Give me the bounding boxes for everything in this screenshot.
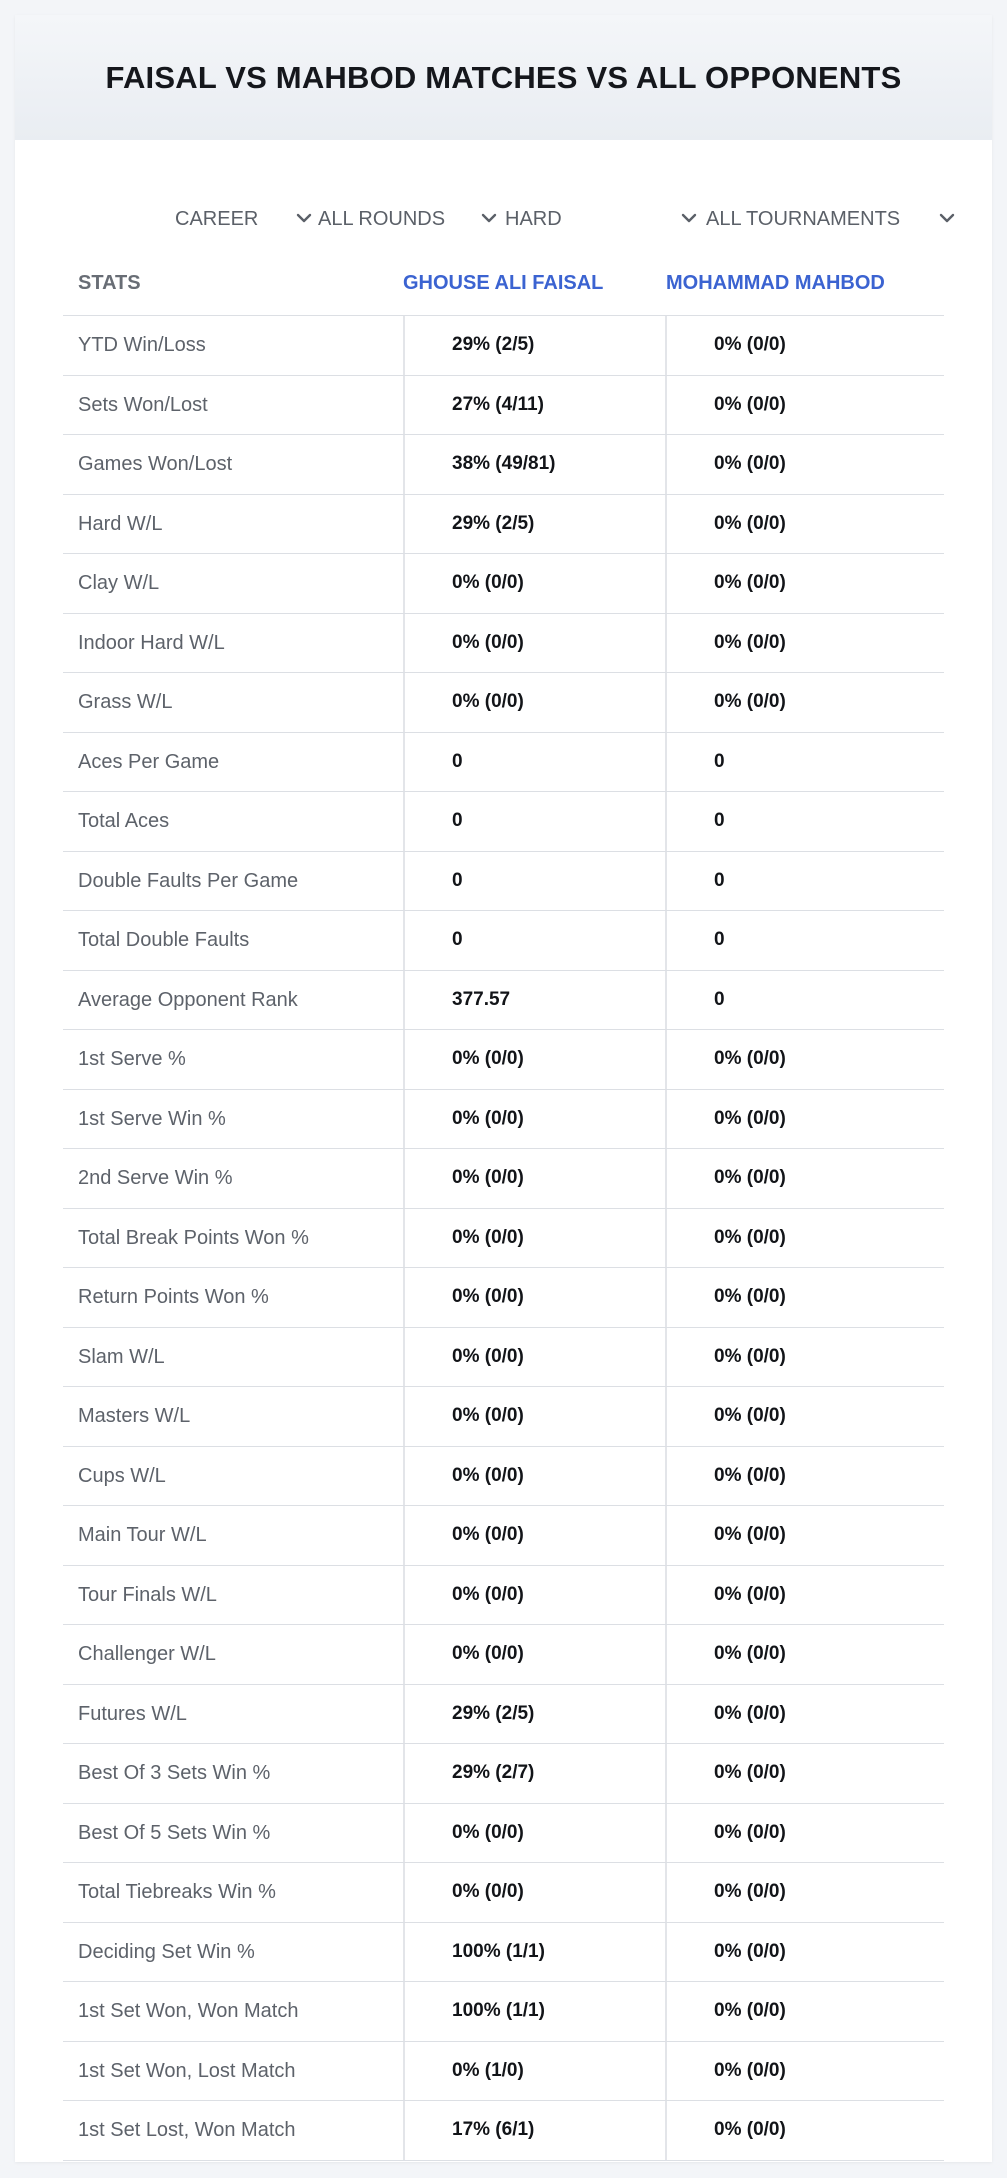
column-divider <box>403 1744 405 1803</box>
table-row <box>63 1030 944 1090</box>
column-divider <box>403 1804 405 1863</box>
column-divider <box>403 1387 405 1446</box>
player1-stat-value: 0% (0/0) <box>452 572 524 593</box>
column-divider <box>403 1625 405 1684</box>
chevron-down-icon <box>480 209 498 227</box>
surface-filter-value: HARD <box>505 207 562 230</box>
column-divider <box>403 792 405 851</box>
column-divider <box>403 2042 405 2101</box>
player1-stat-value: 29% (2/7) <box>452 1762 535 1783</box>
column-divider <box>665 495 667 554</box>
table-row <box>63 1685 944 1745</box>
player1-stat-value: 0% (1/0) <box>452 2059 524 2081</box>
table-row <box>63 1090 944 1150</box>
table-row <box>63 1328 944 1388</box>
stat-label: Total Aces <box>78 810 170 832</box>
player1-stat-value: 0 <box>452 929 463 950</box>
stat-label: Grass W/L <box>78 691 173 713</box>
player2-stat-value: 0% (0/0) <box>714 691 786 712</box>
column-divider <box>403 554 405 613</box>
table-row <box>63 1209 944 1269</box>
player2-stat-value: 0 <box>714 869 725 891</box>
player2-stat-value: 0% (0/0) <box>714 1405 786 1426</box>
player2-stat-value: 0% (0/0) <box>714 1643 786 1664</box>
stats-table <box>63 251 944 2161</box>
column-divider <box>665 1506 667 1565</box>
table-row <box>63 316 944 376</box>
player1-stat-value: 0 <box>452 869 463 891</box>
player1-stat-value: 0% (0/0) <box>452 1345 524 1367</box>
rounds-filter-value: ALL ROUNDS <box>318 207 446 230</box>
player1-stat-value: 0% (0/0) <box>452 691 524 712</box>
column-divider <box>665 1149 667 1208</box>
column-divider <box>665 2042 667 2101</box>
player1-stat-value: 29% (2/5) <box>452 512 535 534</box>
column-divider <box>665 911 667 970</box>
player2-stat-value: 0% (0/0) <box>714 1345 786 1367</box>
player2-stat-value: 0 <box>714 988 725 1010</box>
filter-bar <box>15 187 992 251</box>
page-header <box>15 15 992 140</box>
column-divider <box>665 1685 667 1744</box>
stat-label: 1st Set Lost, Won Match <box>78 2119 296 2141</box>
stat-label: Games Won/Lost <box>78 453 233 475</box>
column-divider <box>403 1030 405 1089</box>
stat-label: Masters W/L <box>78 1405 191 1427</box>
stat-label: Indoor Hard W/L <box>78 631 225 654</box>
stat-label: YTD Win/Loss <box>78 334 206 356</box>
column-divider <box>403 1149 405 1208</box>
table-row <box>63 1982 944 2042</box>
column-divider <box>665 1447 667 1506</box>
table-row <box>63 1447 944 1507</box>
column-divider <box>665 316 667 375</box>
stat-label: Return Points Won % <box>78 1286 269 1308</box>
player2-stat-value: 0% (0/0) <box>714 1464 786 1486</box>
stat-label: 1st Set Won, Won Match <box>78 2000 299 2022</box>
player1-stat-value: 0% (0/0) <box>452 1167 524 1188</box>
column-divider <box>665 1268 667 1327</box>
stat-label: Average Opponent Rank <box>78 988 298 1011</box>
table-row <box>63 2042 944 2102</box>
table-row <box>63 1566 944 1626</box>
player1-stat-value: 29% (2/5) <box>452 334 535 355</box>
table-row <box>63 792 944 852</box>
column-divider <box>403 852 405 911</box>
table-row <box>63 435 944 495</box>
column-divider <box>665 614 667 673</box>
table-row <box>63 1923 944 1983</box>
player2-stat-value: 0% (0/0) <box>714 1226 786 1248</box>
player2-stat-value: 0% (0/0) <box>714 2000 786 2021</box>
chevron-down-icon <box>938 209 956 227</box>
rounds-filter-select[interactable] <box>318 187 500 251</box>
table-row <box>63 1387 944 1447</box>
stat-label: 1st Serve % <box>78 1048 186 1070</box>
column-divider <box>665 971 667 1030</box>
player2-stat-value: 0% (0/0) <box>714 393 786 415</box>
player2-column-header[interactable]: MOHAMMAD MAHBOD <box>666 272 885 294</box>
column-divider <box>403 971 405 1030</box>
player2-stat-value: 0 <box>714 810 725 831</box>
player2-stat-value: 0% (0/0) <box>714 512 786 534</box>
career-filter-value: CAREER <box>175 207 259 230</box>
column-divider <box>403 495 405 554</box>
player2-stat-value: 0% (0/0) <box>714 1048 786 1069</box>
player2-stat-value: 0% (0/0) <box>714 1940 786 1962</box>
page-title: FAISAL VS MAHBOD MATCHES VS ALL OPPONENTS <box>105 59 902 95</box>
stat-label: Tour Finals W/L <box>78 1583 217 1606</box>
column-divider <box>403 1328 405 1387</box>
player2-stat-value: 0% (0/0) <box>714 1167 786 1188</box>
column-divider <box>403 316 405 375</box>
stats-column-header: STATS <box>78 272 141 294</box>
table-row <box>63 376 944 436</box>
player1-stat-value: 0% (0/0) <box>452 1107 524 1129</box>
stat-label: Futures W/L <box>78 1702 187 1725</box>
column-divider <box>403 673 405 732</box>
player1-stat-value: 0% (0/0) <box>452 1405 524 1426</box>
column-divider <box>403 376 405 435</box>
player2-stat-value: 0% (0/0) <box>714 572 786 593</box>
player2-stat-value: 0% (0/0) <box>714 1702 786 1724</box>
column-divider <box>665 1625 667 1684</box>
table-row <box>63 1506 944 1566</box>
player2-stat-value: 0% (0/0) <box>714 631 786 653</box>
stats-card <box>15 15 992 2162</box>
column-divider <box>665 435 667 494</box>
column-divider <box>665 376 667 435</box>
column-divider <box>403 1863 405 1922</box>
column-divider <box>665 554 667 613</box>
column-divider <box>403 435 405 494</box>
column-divider <box>665 1863 667 1922</box>
player2-stat-value: 0% (0/0) <box>714 2059 786 2081</box>
stat-label: Clay W/L <box>78 572 160 594</box>
column-divider <box>403 1090 405 1149</box>
column-divider <box>403 614 405 673</box>
chevron-down-icon <box>295 209 313 227</box>
stat-label: Total Break Points Won % <box>78 1226 309 1249</box>
column-divider <box>403 733 405 792</box>
player1-stat-value: 0% (0/0) <box>452 1643 524 1664</box>
table-row <box>63 1625 944 1685</box>
column-divider <box>665 1328 667 1387</box>
tournaments-filter-value: ALL TOURNAMENTS <box>706 207 901 230</box>
stat-label: Best Of 3 Sets Win % <box>78 1762 271 1784</box>
player1-stat-value: 27% (4/11) <box>452 393 544 415</box>
table-row <box>63 1744 944 1804</box>
table-row <box>63 614 944 674</box>
table-header <box>63 251 944 316</box>
column-divider <box>665 733 667 792</box>
table-row <box>63 971 944 1031</box>
table-row <box>63 1268 944 1328</box>
player2-stat-value: 0% (0/0) <box>714 334 786 355</box>
stat-label: Aces Per Game <box>78 750 220 773</box>
player2-stat-value: 0% (0/0) <box>714 1881 786 1902</box>
player1-stat-value: 38% (49/81) <box>452 453 556 474</box>
table-row <box>63 1863 944 1923</box>
stat-label: Cups W/L <box>78 1464 166 1487</box>
player2-stat-value: 0% (0/0) <box>714 1583 786 1605</box>
stat-label: Main Tour W/L <box>78 1524 207 1546</box>
player2-stat-value: 0 <box>714 750 725 772</box>
table-row <box>63 852 944 912</box>
table-body <box>63 316 944 2161</box>
player2-stat-value: 0% (0/0) <box>714 1821 786 1843</box>
column-divider <box>403 1447 405 1506</box>
table-row <box>63 495 944 555</box>
column-divider <box>665 673 667 732</box>
player2-stat-value: 0% (0/0) <box>714 1524 786 1545</box>
player1-stat-value: 0% (0/0) <box>452 1821 524 1843</box>
stat-label: Total Double Faults <box>78 929 250 951</box>
column-divider <box>403 1209 405 1268</box>
chevron-down-icon <box>680 209 698 227</box>
player1-stat-value: 0% (0/0) <box>452 1286 524 1307</box>
column-divider <box>665 1566 667 1625</box>
stat-label: Deciding Set Win % <box>78 1940 255 1963</box>
column-divider <box>665 1030 667 1089</box>
column-divider <box>665 852 667 911</box>
player1-stat-value: 0 <box>452 750 463 772</box>
column-divider <box>665 1090 667 1149</box>
stat-label: Sets Won/Lost <box>78 393 208 416</box>
player1-stat-value: 0% (0/0) <box>452 631 524 653</box>
player1-stat-value: 0% (0/0) <box>452 1524 524 1545</box>
table-row <box>63 733 944 793</box>
column-divider <box>403 1506 405 1565</box>
stat-label: 1st Set Won, Lost Match <box>78 2059 296 2082</box>
column-divider <box>403 1566 405 1625</box>
column-divider <box>665 1209 667 1268</box>
career-filter-select[interactable] <box>175 187 313 251</box>
player2-stat-value: 0% (0/0) <box>714 2119 786 2140</box>
stat-label: Challenger W/L <box>78 1643 216 1665</box>
player2-stat-value: 0% (0/0) <box>714 453 786 474</box>
stat-label: 2nd Serve Win % <box>78 1167 233 1189</box>
table-row <box>63 911 944 971</box>
table-row <box>63 554 944 614</box>
column-divider <box>403 911 405 970</box>
column-divider <box>403 1685 405 1744</box>
player1-stat-value: 100% (1/1) <box>452 2000 545 2021</box>
column-divider <box>665 1387 667 1446</box>
player2-stat-value: 0% (0/0) <box>714 1762 786 1783</box>
column-divider <box>403 1982 405 2041</box>
column-divider <box>403 1268 405 1327</box>
player2-stat-value: 0% (0/0) <box>714 1286 786 1307</box>
player1-stat-value: 0% (0/0) <box>452 1464 524 1486</box>
stat-label: Total Tiebreaks Win % <box>78 1881 276 1903</box>
column-divider <box>665 2101 667 2160</box>
table-row <box>63 673 944 733</box>
table-row <box>63 1804 944 1864</box>
column-divider <box>403 1923 405 1982</box>
player1-stat-value: 0% (0/0) <box>452 1881 524 1902</box>
tournaments-filter-select[interactable] <box>706 187 960 251</box>
stat-label: Double Faults Per Game <box>78 869 299 892</box>
stat-label: 1st Serve Win % <box>78 1107 226 1130</box>
player2-stat-value: 0% (0/0) <box>714 1107 786 1129</box>
column-divider <box>403 2101 405 2160</box>
player1-stat-value: 0% (0/0) <box>452 1048 524 1069</box>
player1-stat-value: 100% (1/1) <box>452 1940 545 1962</box>
column-divider <box>665 1804 667 1863</box>
player1-stat-value: 29% (2/5) <box>452 1702 535 1724</box>
player1-stat-value: 0 <box>452 810 463 831</box>
stat-label: Best Of 5 Sets Win % <box>78 1821 271 1844</box>
surface-filter-select[interactable] <box>505 187 701 251</box>
player1-stat-value: 0% (0/0) <box>452 1226 524 1248</box>
stat-label: Slam W/L <box>78 1345 165 1368</box>
column-divider <box>665 1982 667 2041</box>
column-divider <box>665 1744 667 1803</box>
player1-stat-value: 0% (0/0) <box>452 1583 524 1605</box>
column-divider <box>665 792 667 851</box>
player2-stat-value: 0 <box>714 929 725 950</box>
player1-column-header[interactable]: GHOUSE ALI FAISAL <box>403 272 604 294</box>
player1-stat-value: 377.57 <box>452 988 511 1010</box>
stat-label: Hard W/L <box>78 512 163 535</box>
table-row <box>63 1149 944 1209</box>
player1-stat-value: 17% (6/1) <box>452 2119 535 2140</box>
column-divider <box>665 1923 667 1982</box>
table-row <box>63 2101 944 2161</box>
